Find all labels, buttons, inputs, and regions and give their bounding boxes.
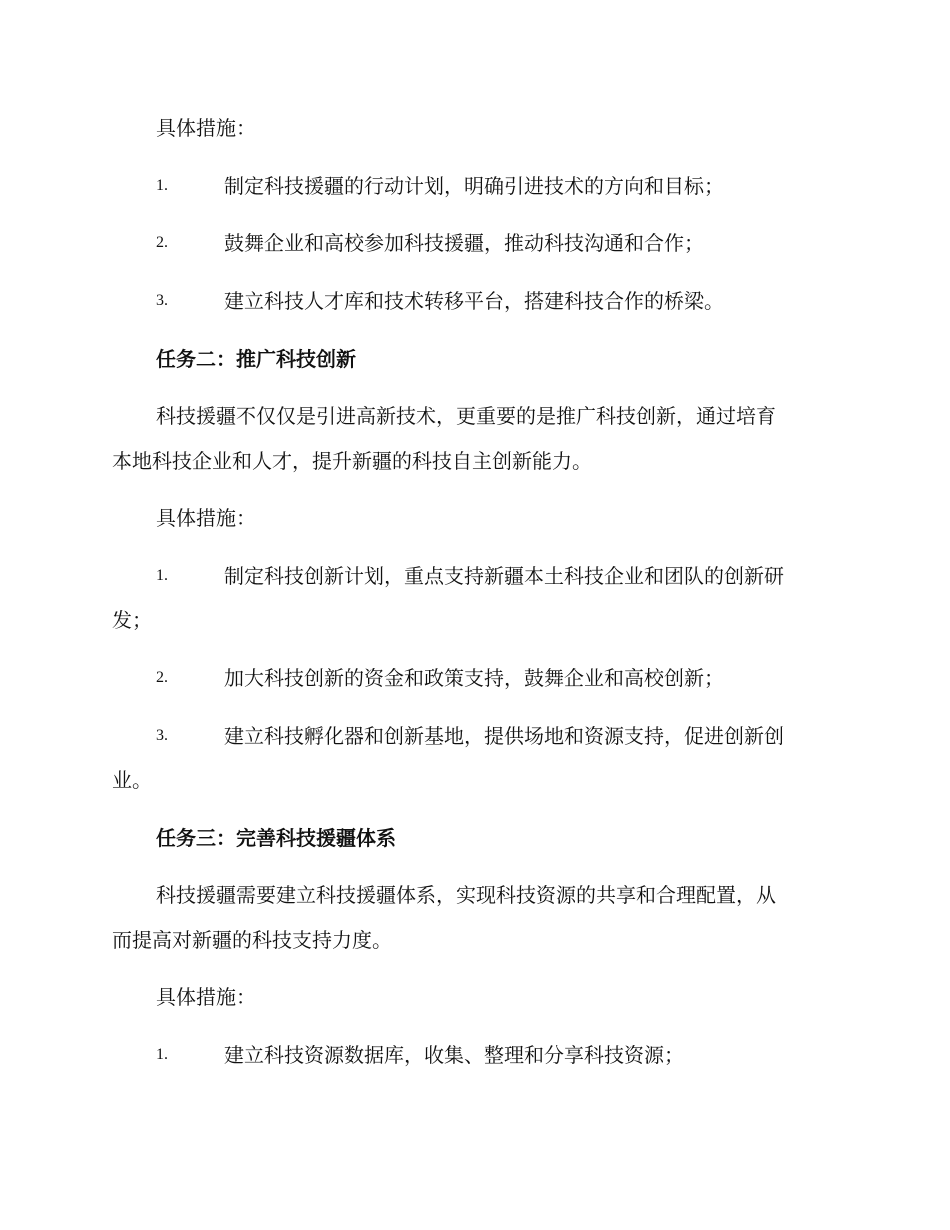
list-number: 2. <box>156 669 168 686</box>
paragraph-line: 科技援疆不仅仅是引进高新技术，更重要的是推广科技创新，通过培育 <box>156 404 776 428</box>
list-item <box>156 289 832 313</box>
section-heading: 任务二：推广科技创新 <box>156 347 356 371</box>
list-number: 3. <box>156 292 168 309</box>
measures-label: 具体措施： <box>156 506 256 530</box>
list-item-continuation: 业。 <box>112 768 152 792</box>
section-heading: 任务三：完善科技援疆体系 <box>156 826 396 850</box>
list-text: 加大科技创新的资金和政策支持，鼓舞企业和高校创新； <box>224 666 724 690</box>
list-text: 制定科技创新计划，重点支持新疆本土科技企业和团队的创新研 <box>224 564 784 588</box>
list-item <box>156 564 832 588</box>
list-text: 建立科技人才库和技术转移平台，搭建科技合作的桥梁。 <box>224 289 724 313</box>
list-item <box>156 724 832 748</box>
list-text: 建立科技孵化器和创新基地，提供场地和资源支持，促进创新创 <box>224 724 784 748</box>
list-item <box>156 174 832 198</box>
list-item <box>156 666 832 690</box>
list-text: 建立科技资源数据库，收集、整理和分享科技资源； <box>224 1043 684 1067</box>
paragraph-line: 本地科技企业和人才，提升新疆的科技自主创新能力。 <box>112 449 592 473</box>
list-number: 3. <box>156 727 168 744</box>
list-text: 制定科技援疆的行动计划，明确引进技术的方向和目标； <box>224 174 724 198</box>
measures-label: 具体措施： <box>156 116 256 140</box>
list-number: 2. <box>156 234 168 251</box>
paragraph-line: 而提高对新疆的科技支持力度。 <box>112 928 392 952</box>
list-number: 1. <box>156 177 168 194</box>
measures-label: 具体措施： <box>156 985 256 1009</box>
list-item <box>156 1043 832 1067</box>
list-number: 1. <box>156 567 168 584</box>
paragraph-line: 科技援疆需要建立科技援疆体系，实现科技资源的共享和合理配置，从 <box>156 883 776 907</box>
list-text: 鼓舞企业和高校参加科技援疆，推动科技沟通和合作； <box>224 231 704 255</box>
list-number: 1. <box>156 1046 168 1063</box>
list-item-continuation: 发； <box>112 608 152 632</box>
list-item <box>156 231 832 255</box>
